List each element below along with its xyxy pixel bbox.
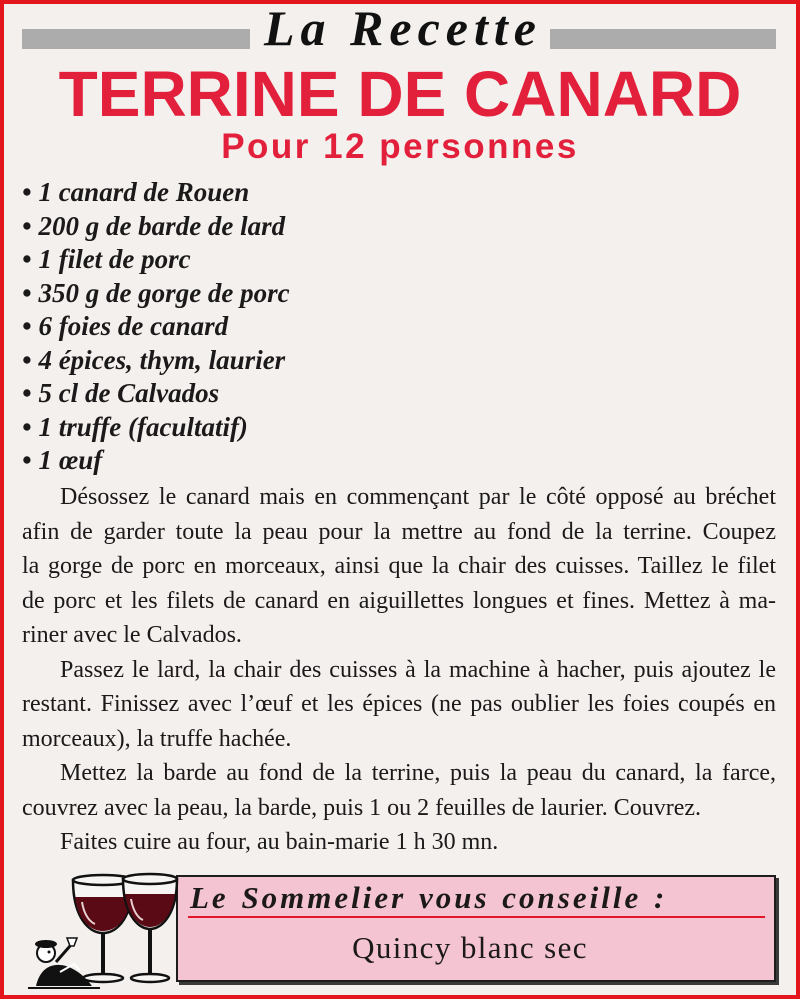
ingredient-item (22, 310, 290, 344)
wine-recommendation: Quincy blanc sec (352, 930, 588, 965)
ingredient-item (22, 377, 290, 411)
ingredient-item (22, 411, 290, 445)
bullet-icon: • (22, 277, 32, 308)
ingredient-text: 200 g de barde de lard (38, 210, 286, 241)
instruction-line: afin de garder toute la peau pour la mettre au fond de la terrine. Coupez (22, 518, 776, 545)
ingredient-text: 1 canard de Rouen (38, 177, 250, 207)
sommelier-heading: Le Sommelier vous conseille : (190, 880, 668, 915)
ingredient-item (22, 210, 290, 244)
sommelier-divider (188, 916, 765, 918)
ingredient-text: 350 g de gorge de porc (38, 277, 290, 308)
bullet-icon: • (22, 445, 32, 475)
ingredient-item (22, 277, 290, 311)
instruction-line: restant. Finissez avec l’œuf et les épices (ne pas oublier les foies coupés en (22, 691, 776, 717)
instruction-line: Désossez le canard mais en commençant par le côté opposé au bréchet (60, 484, 776, 510)
instruction-line: morceaux), la truffe hachée. (22, 725, 292, 752)
wine-glasses-icon (20, 860, 200, 995)
ingredient-item (22, 243, 290, 277)
instructions (22, 480, 776, 860)
instruction-line: Faites cuire au four, au bain-marie 1 h 30 mn. (60, 829, 499, 855)
ingredient-item (22, 344, 290, 378)
ingredient-list (22, 176, 290, 478)
instruction-line: de porc et les filets de canard en aiguillettes longues et fines. Mettez à ma- (22, 587, 776, 614)
bullet-icon: • (22, 378, 32, 408)
ingredient-text: 4 épices, thym, laurier (38, 344, 286, 375)
bullet-icon: • (22, 210, 32, 241)
bullet-icon: • (22, 311, 32, 341)
ingredient-text: 1 truffe (facultatif) (38, 411, 248, 442)
bullet-icon: • (22, 344, 32, 375)
instruction-line: Passez le lard, la chair des cuisses à la machine à hacher, puis ajoutez le (60, 656, 776, 683)
servings-label: Pour 12 personnes (221, 127, 579, 166)
wine-glass-right (123, 874, 177, 982)
bullet-icon: • (22, 411, 32, 442)
section-title-text: La Recette (250, 3, 550, 53)
ingredient-text: 1 œuf (38, 445, 103, 475)
instruction-line: couvrez avec la peau, la barde, puis 1 ou 2 feuilles de laurier. Couvrez. (22, 794, 702, 821)
instruction-line: riner avec le Calvados. (22, 622, 242, 648)
ingredient-item (22, 444, 290, 478)
bullet-icon: • (22, 244, 32, 274)
bullet-icon: • (22, 177, 32, 207)
ingredient-text: 5 cl de Calvados (38, 378, 220, 408)
ingredient-item (22, 176, 290, 210)
recipe-title: TERRINE DE CANARD (58, 58, 742, 130)
instruction-line: la gorge de porc en morceaux, ainsi que la chair des cuisses. Taillez le filet (22, 553, 776, 579)
ingredient-text: 1 filet de porc (38, 244, 191, 274)
instruction-line: Mettez la barde au fond de la terrine, puis la peau du canard, la farce, (60, 760, 776, 786)
ingredient-text: 6 foies de canard (38, 311, 229, 341)
section-title (0, 0, 800, 56)
